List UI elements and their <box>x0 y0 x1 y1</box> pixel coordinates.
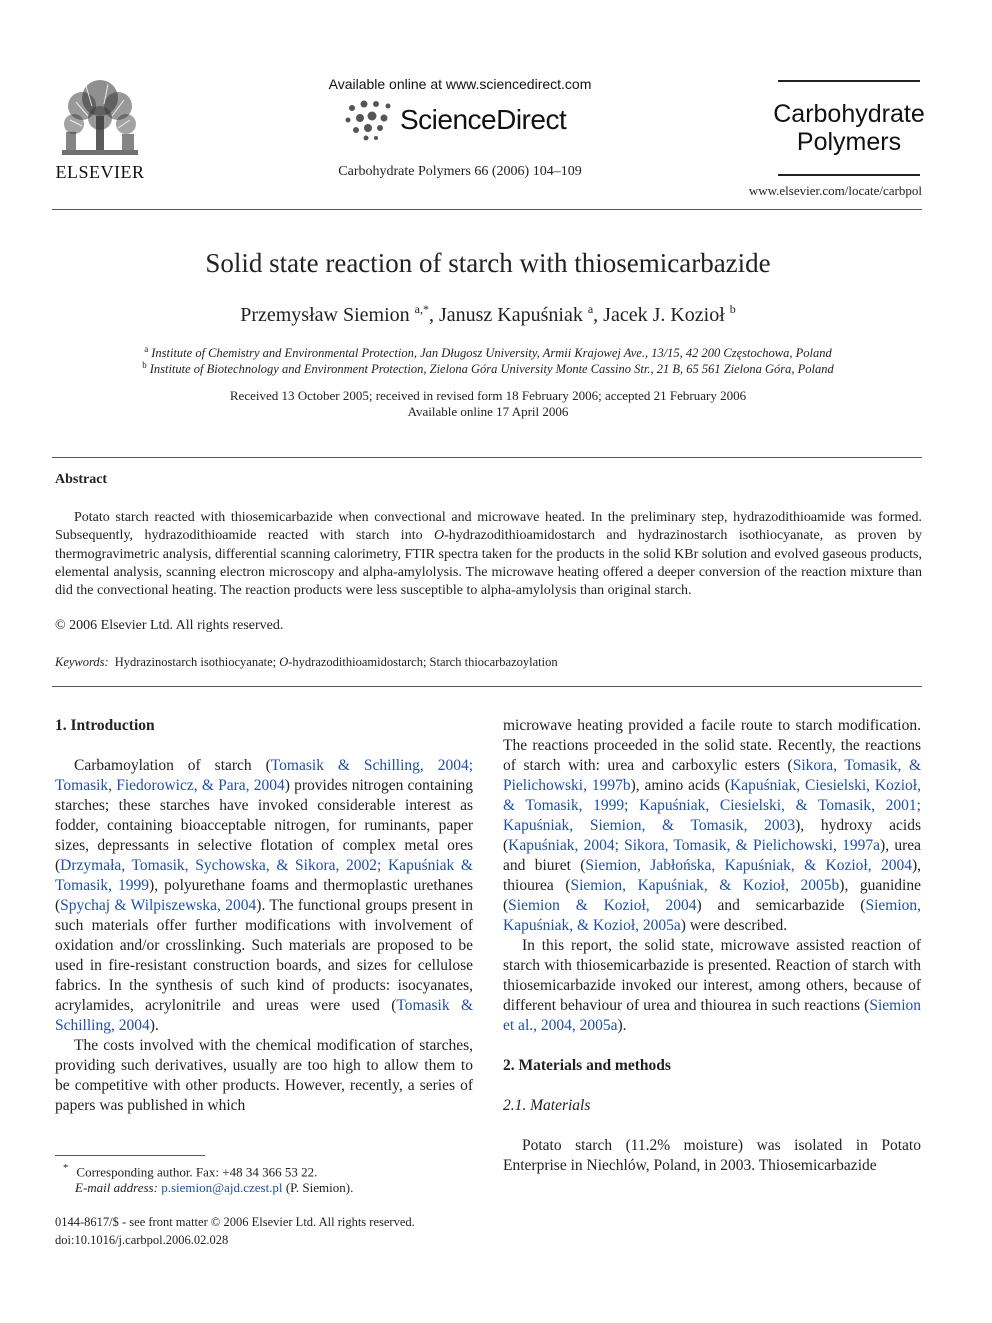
materials-heading: 2.1. Materials <box>503 1097 591 1114</box>
methods-heading: 2. Materials and methods <box>503 1057 671 1074</box>
paper-title: Solid state reaction of starch with thiosemicarbazide <box>205 248 771 278</box>
citation-link[interactable]: Kapuśniak, Ciesielski, Kozioł, & Tomasik, 1999; Kapuśniak, Ciesielski, & Tomasik, 2001; Kapuśniak, Siemion, & Tomasik, 2003 <box>503 777 921 834</box>
citation-link[interactable]: Tomasik & Schilling, 2004 <box>55 997 473 1034</box>
citation-link[interactable]: Sikora, Tomasik, & Pielichowski, 1997b <box>503 757 922 794</box>
front-matter: 0144-8617/$ - see front matter © 2006 Elsevier Ltd. All rights reserved. <box>55 1215 415 1229</box>
intro-paragraph-2-continued: microwave heating provided a facile route to starch modification. The reactions proceeded in the solid state. Recently, the reactions of starch with: urea and carboxylic esters (Sikora, Tomasik, & Pielichowski, 1997b), amino acids (Kapuśniak, Ciesielski, Kozioł, & Tomasik, 1999; Kapuśniak, Ciesielski, & Tomasik, 2001; Kapuśniak, Siemion, & Tomasik, 2003), hydroxy acids (Kapuśniak, 2004; Sikora, Tomasik, & Pielichowski, 1997a), urea and biuret (Siemion, Jabłońska, Kapuśniak, & Kozioł, 2004), thiourea (Siemion, Kapuśniak, & Kozioł, 2005b), guanidine (Siemion & Kozioł, 2004) and semicarbazide (Siemion, Kapuśniak, & Kozioł, 2005a) were described. <box>503 717 922 934</box>
citation-link[interactable]: Siemion, Kapuśniak, & Kozioł, 2005b <box>570 877 840 894</box>
author-2-affil-mark[interactable]: a <box>587 302 594 316</box>
citation-link[interactable]: Tomasik & Schilling, 2004; Tomasik, Fiedorowicz, & Para, 2004 <box>55 757 474 794</box>
doi[interactable]: doi:10.1016/j.carbpol.2006.02.028 <box>55 1233 229 1247</box>
intro-paragraph-1: Carbamoylation of starch (Tomasik & Schilling, 2004; Tomasik, Fiedorowicz, & Para, 2004) provides nitrogen containing starches; these starches have invoked considerable interest as fodder, containing bioacceptable nitrogen, for ruminants, paper sizes, depressants in selective flotation of complex metal ores (Drzymała, Tomasik, Sychowska, & Sikora, 2002; Kapuśniak & Tomasik, 1999), polyurethane foams and thermoplastic urethanes (Spychaj & Wilpiszewska, 2004). The functional groups present in such materials offer further modifications with involvement of oxidation and/or crosslinking. Such materials are proposed to be used in fire-resistant construction boards, and sizes for cellulose fabrics. In the synthesis of such kind of products: isocyanates, acrylamides, acrylonitrile and ureas were used (Tomasik & Schilling, 2004). <box>55 757 474 1034</box>
citation-link[interactable]: Kapuśniak, 2004; Sikora, Tomasik, & Pielichowski, 1997a <box>508 837 881 854</box>
keywords-text-2: -hydrazodithioamidostarch; Starch thiocarbazoylation <box>288 655 558 669</box>
citation-link[interactable]: Siemion & Kozioł, 2004 <box>508 897 697 914</box>
author-3-affil-mark[interactable]: b <box>729 302 736 316</box>
author-2-name: Janusz Kapuśniak <box>438 304 583 326</box>
author-3-name: Jacek J. Kozioł <box>603 304 725 326</box>
citation-link[interactable]: Siemion, Jabłońska, Kapuśniak, & Kozioł, 2004 <box>585 857 912 874</box>
abstract-text-2: -hydrazodithioamidostarch and hydrazinostarch isothiocyanate, as proven by thermogravimetric analysis, differential scanning calorimetry, FTIR spectra taken for the products in the solid KBr solution and evolved gaseous products, elemental analysis, scanning electron microscopy and alpha-amylolysis. The microwave heating offered a deeper conversion of the reaction mixture than did the convectional heating. The reaction products were less susceptible to alpha-amylolysis than original starch. <box>55 528 922 599</box>
introduction-heading: 1. Introduction <box>55 717 155 734</box>
abstract-copyright: © 2006 Elsevier Ltd. All rights reserved. <box>55 618 284 633</box>
author-1-affil-mark[interactable]: a,* <box>414 302 429 316</box>
email-suffix: (P. Siemion). <box>282 1180 354 1195</box>
corresponding-author-note <box>55 1162 317 1180</box>
available-online-text[interactable]: Available online at www.sciencedirect.com <box>328 76 592 92</box>
journal-reference: Carbohydrate Polymers 66 (2006) 104–109 <box>338 164 582 179</box>
elsevier-wordmark: ELSEVIER <box>55 162 145 182</box>
footnote-rule <box>55 1155 205 1156</box>
sciencedirect-dots-icon <box>342 98 398 142</box>
author-1-name: Przemysław Siemion <box>240 304 410 326</box>
affiliation-b-text: Institute of Biotechnology and Environment Protection, Zielona Góra University Monte Cassino Str., 21 B, 65 561 Zielona Góra, Poland <box>149 362 834 376</box>
keywords <box>55 655 922 670</box>
abstract-text-1: Potato starch reacted with thiosemicarbazide when convectional and microwave heated. In the preliminary step, hydrazodithioamide was formed. Subsequently, hydrazodithioamide reacted with starch into <box>55 510 922 544</box>
abstract-italic-o: O <box>434 528 445 544</box>
journal-title-line-2: Polymers <box>796 128 902 156</box>
header-divider <box>52 209 922 210</box>
affiliation-b-mark: b <box>142 360 147 370</box>
materials-paragraph: Potato starch (11.2% moisture) was isolated in Potato Enterprise in Niechlów, Poland, in 2003. Thiosemicarbazide <box>503 1137 921 1174</box>
journal-title-rule-bottom <box>778 174 920 176</box>
abstract-body <box>55 509 922 600</box>
intro-paragraph-3: In this report, the solid state, microwave assisted reaction of starch with thiosemicarbazide is presented. Reaction of starch with thiosemicarbazide invoked our interest, among others, because of different behaviour of urea and thiourea in such reactions (Siemion et al., 2004, 2005a). <box>503 937 921 1034</box>
abstract-rule-top <box>52 457 922 458</box>
sciencedirect-wordmark: ScienceDirect <box>400 104 567 135</box>
citation-link[interactable]: Spychaj & Wilpiszewska, 2004 <box>60 897 257 914</box>
available-online-date: Available online 17 April 2006 <box>407 404 569 419</box>
affiliation-a-text: Institute of Chemistry and Environmental Protection, Jan Długosz University, Armii Krajowej Ave., 13/15, 42 200 Częstochowa, Poland <box>151 346 832 360</box>
elsevier-tree-icon <box>56 76 144 160</box>
corresponding-text: Corresponding author. Fax: +48 34 366 53 22. <box>76 1164 318 1180</box>
article-dates: Received 13 October 2005; received in revised form 18 February 2006; accepted 21 February 2006 <box>229 388 747 403</box>
affiliation-a <box>40 344 936 361</box>
email-note <box>75 1180 353 1196</box>
citation-link[interactable]: Siemion, Kapuśniak, & Kozioł, 2005a <box>503 897 921 934</box>
author-1-separator: , <box>428 304 439 326</box>
sciencedirect-logo[interactable] <box>342 98 592 144</box>
author-2-separator: , <box>593 304 604 326</box>
elsevier-logo <box>52 76 148 188</box>
author-list <box>40 302 936 327</box>
citation-link[interactable]: Siemion et al., 2004, 2005a <box>503 997 921 1034</box>
left-column <box>55 716 473 1116</box>
journal-title-line-1: Carbohydrate <box>773 100 925 128</box>
citation-link[interactable]: Drzymała, Tomasik, Sychowska, & Sikora, 2002; Kapuśniak & Tomasik, 1999 <box>55 857 473 894</box>
journal-title-rule-top <box>778 80 920 82</box>
affiliation-b <box>40 360 936 377</box>
journal-url-link[interactable]: www.elsevier.com/locate/carbpol <box>748 183 922 198</box>
keywords-label: Keywords: <box>55 655 109 669</box>
intro-paragraph-2: The costs involved with the chemical modification of starches, providing such derivatives, usually are too high to allow them to be competitive with other products. However, recently, a series of papers was published in which <box>55 1037 473 1114</box>
abstract-rule-bottom <box>52 686 922 687</box>
journal-title <box>764 100 934 156</box>
corresponding-mark: * <box>63 1162 69 1174</box>
email-label: E-mail address: <box>75 1180 158 1195</box>
affiliation-a-mark: a <box>144 344 149 354</box>
keywords-text-1: Hydrazinostarch isothiocyanate; <box>114 655 280 669</box>
abstract-heading: Abstract <box>55 472 108 487</box>
keywords-italic-o: O <box>279 655 289 669</box>
email-link[interactable]: p.siemion@ajd.czest.pl <box>161 1180 283 1195</box>
right-column <box>503 716 921 1176</box>
